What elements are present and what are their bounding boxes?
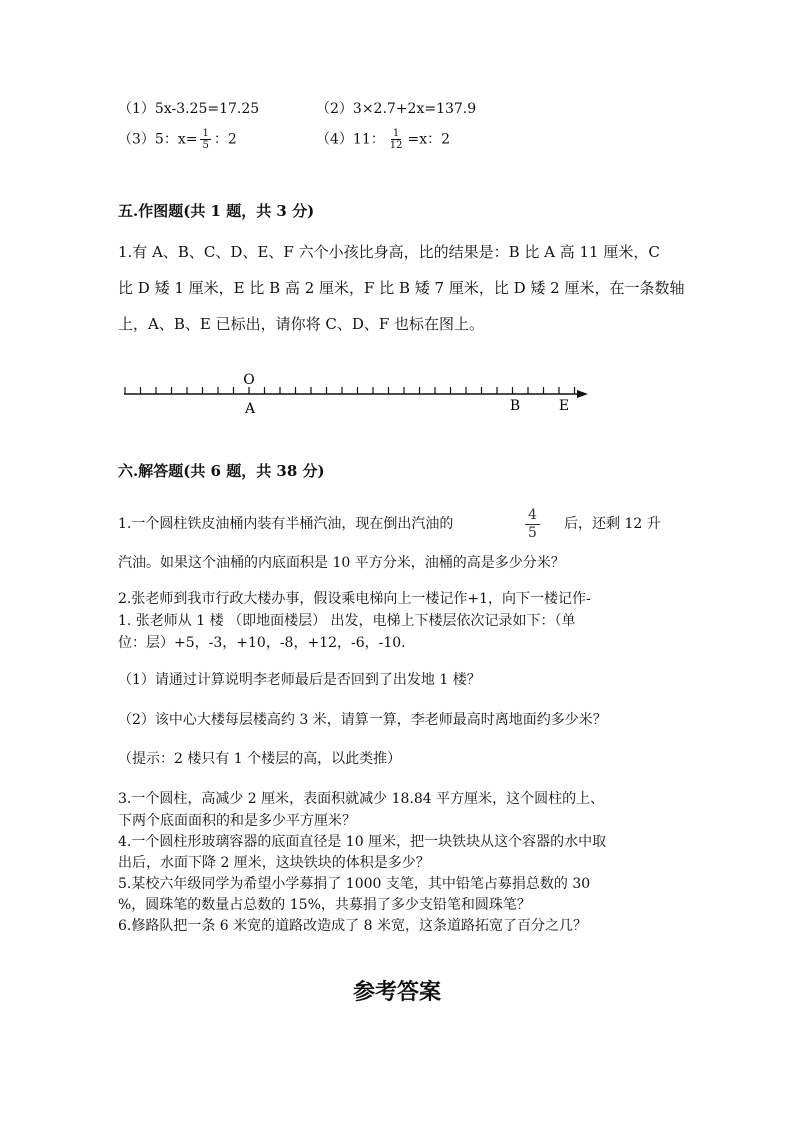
point-e-label: E — [558, 398, 570, 414]
equation-4-prefix: （4）11： — [316, 131, 385, 148]
fraction-denominator: 5 — [202, 140, 209, 151]
fraction-denominator: 5 — [528, 525, 537, 541]
section-6-q1-line1-end: 后，还剩 12 升 — [564, 516, 661, 532]
equation-1: （1）5x-3.25=17.25 — [118, 101, 260, 117]
number-line — [110, 365, 600, 420]
number-line-ticks — [125, 387, 575, 394]
section-6-q2-sub2: （2）该中心大楼每层楼高约 3 米，请算一算，李老师最高时离地面约多少米？ — [118, 712, 607, 728]
section-6-q3-line1: 3.一个圆柱，高减少 2 厘米，表面积就减少 18.84 平方厘米，这个圆柱的上、 — [118, 791, 605, 807]
section-6-q1-line2: 汽油。如果这个油桶的内底面积是 10 平方分米，油桶的高是多少分米？ — [118, 555, 565, 571]
section-5-heading: 五.作图题(共 1 题，共 3 分) — [118, 202, 315, 220]
section-6-q5-line1: 5.某校六年级同学为希望小学募捐了 1000 支笔，其中铅笔占募捐总数的 30 — [118, 876, 591, 892]
fraction-numerator: 1 — [202, 128, 209, 139]
section-6-q1-line1: 1.一个圆柱铁皮油桶内装有半桶汽油，现在倒出汽油的 — [118, 516, 454, 532]
section-6-q1-fraction — [525, 507, 540, 542]
section-6-q2-line3: 位：层）+5，-3，+10，-8，+12，-6，-10. — [118, 635, 406, 651]
section-6-q4-line1: 4.一个圆柱形玻璃容器的底面直径是 10 厘米，把一块铁块从这个容器的水中取 — [118, 834, 607, 850]
equation-3-prefix: （3）5：x= — [118, 131, 198, 148]
section-5-q1-line3: 上，A、B、E 已标出，请你将 C、D、F 也标在图上。 — [118, 315, 485, 333]
number-line-arrow — [577, 390, 588, 398]
point-a-label: A — [244, 401, 256, 417]
point-b-label: B — [509, 398, 521, 414]
equation-3-suffix: ：2 — [213, 131, 237, 148]
section-5-q1-line1: 1.有 A、B、C、D、E、F 六个小孩比身高，比的结果是：B 比 A 高 11 厘米，C — [118, 243, 660, 261]
section-6-q2-hint: （提示：2 楼只有 1 个楼层的高，以此类推） — [118, 751, 402, 767]
equation-4-suffix: =x：2 — [407, 131, 451, 148]
fraction-denominator: 12 — [389, 140, 403, 151]
section-6-heading: 六.解答题(共 6 题，共 38 分) — [118, 462, 325, 480]
fraction-numerator: 1 — [392, 128, 400, 139]
equation-4-fraction — [388, 128, 405, 151]
equation-3 — [118, 128, 237, 151]
origin-label: O — [243, 372, 255, 388]
equation-4 — [316, 128, 450, 151]
section-6-q6-line1: 6.修路队把一条 6 米宽的道路改造成了 8 米宽，这条道路拓宽了百分之几？ — [118, 918, 587, 934]
section-6-q3-line2: 下两个底面面积的和是多少平方厘米？ — [118, 813, 356, 829]
fraction-numerator: 4 — [525, 507, 540, 525]
section-6-q2-sub1: （1）请通过计算说明李老师最后是否回到了出发地 1 楼？ — [118, 672, 481, 688]
section-6-q4-line2: 出后，水面下降 2 厘米，这块铁块的体积是多少？ — [118, 855, 430, 871]
section-6-q2-line2: 1. 张老师从 1 楼 （即地面楼层） 出发，电梯上下楼层依次记录如下：（单 — [118, 613, 576, 629]
answers-title: 参考答案 — [352, 979, 441, 1005]
section-5-q1-line2: 比 D 矮 1 厘米，E 比 B 高 2 厘米，F 比 B 矮 7 厘米，比 D 矮 2 厘米，在一条数轴 — [118, 279, 685, 297]
equation-2: （2）3×2.7+2x=137.9 — [316, 101, 477, 117]
equation-3-fraction — [200, 128, 210, 151]
section-6-q2-line1: 2.张老师到我市行政大楼办事，假设乘电梯向上一楼记作+1，向下一楼记作- — [118, 591, 591, 607]
section-6-q5-line2: %，圆珠笔的数量占总数的 15%，共募捐了多少支铅笔和圆珠笔？ — [118, 897, 531, 913]
